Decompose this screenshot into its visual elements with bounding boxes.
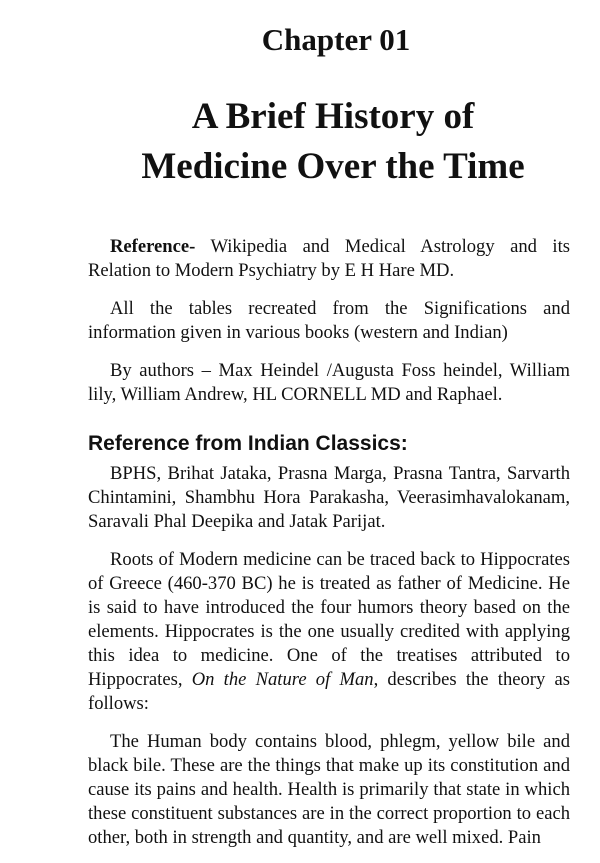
chapter-title — [78, 92, 580, 192]
reference-lead: Reference- — [110, 236, 196, 257]
chapter-title-line-1: A Brief History of — [191, 96, 475, 137]
reference-text: Wikipedia and Medical Astrology and its Relation to Modern Psychiatry by E H Hare MD. — [88, 236, 570, 281]
work-title: On the Nature of Man — [191, 669, 374, 690]
chapter-title-line-2: Medicine Over the Time — [141, 146, 525, 187]
roots-text-before: Roots of Modern medicine can be traced back to Hippocrates of Greece (460-370 BC) he is treated as father of Medicine. He is said to have introduced the four humors theory based on the elements. Hippocrates is the one usually credited with applying this idea to medicine. One of the treatises attributed to Hippocrates, — [88, 549, 570, 690]
chapter-label: Chapter 01 — [261, 22, 411, 57]
authors-note-paragraph: By authors – Max Heindel /Augusta Foss heindel, William lily, William Andrew, HL CORNELL MD and Raphael. — [88, 360, 570, 405]
humors-paragraph: The Human body contains blood, phlegm, yellow bile and black bile. These are the things that make up its constitution and cause its pains and health. Health is primarily that state in which these constituent substances are in the correct proportion to each other, both in strength and quantity, and are well mixed. Pain — [88, 731, 570, 848]
tables-note-paragraph: All the tables recreated from the Significations and information given in various books (western and Indian) — [88, 298, 570, 343]
indian-classics-heading: Reference from Indian Classics: — [88, 432, 408, 455]
indian-classics-list: BPHS, Brihat Jataka, Prasna Marga, Prasna Tantra, Sarvarth Chintamini, Shambhu Hora Parakasha, Veerasimhavalokanam, Saravali Phal Deepika and Jatak Parijat. — [88, 463, 570, 532]
roots-text-after: , describes the theory as follows: — [88, 669, 570, 714]
roots-paragraph — [88, 548, 570, 716]
reference-paragraph — [88, 235, 570, 283]
